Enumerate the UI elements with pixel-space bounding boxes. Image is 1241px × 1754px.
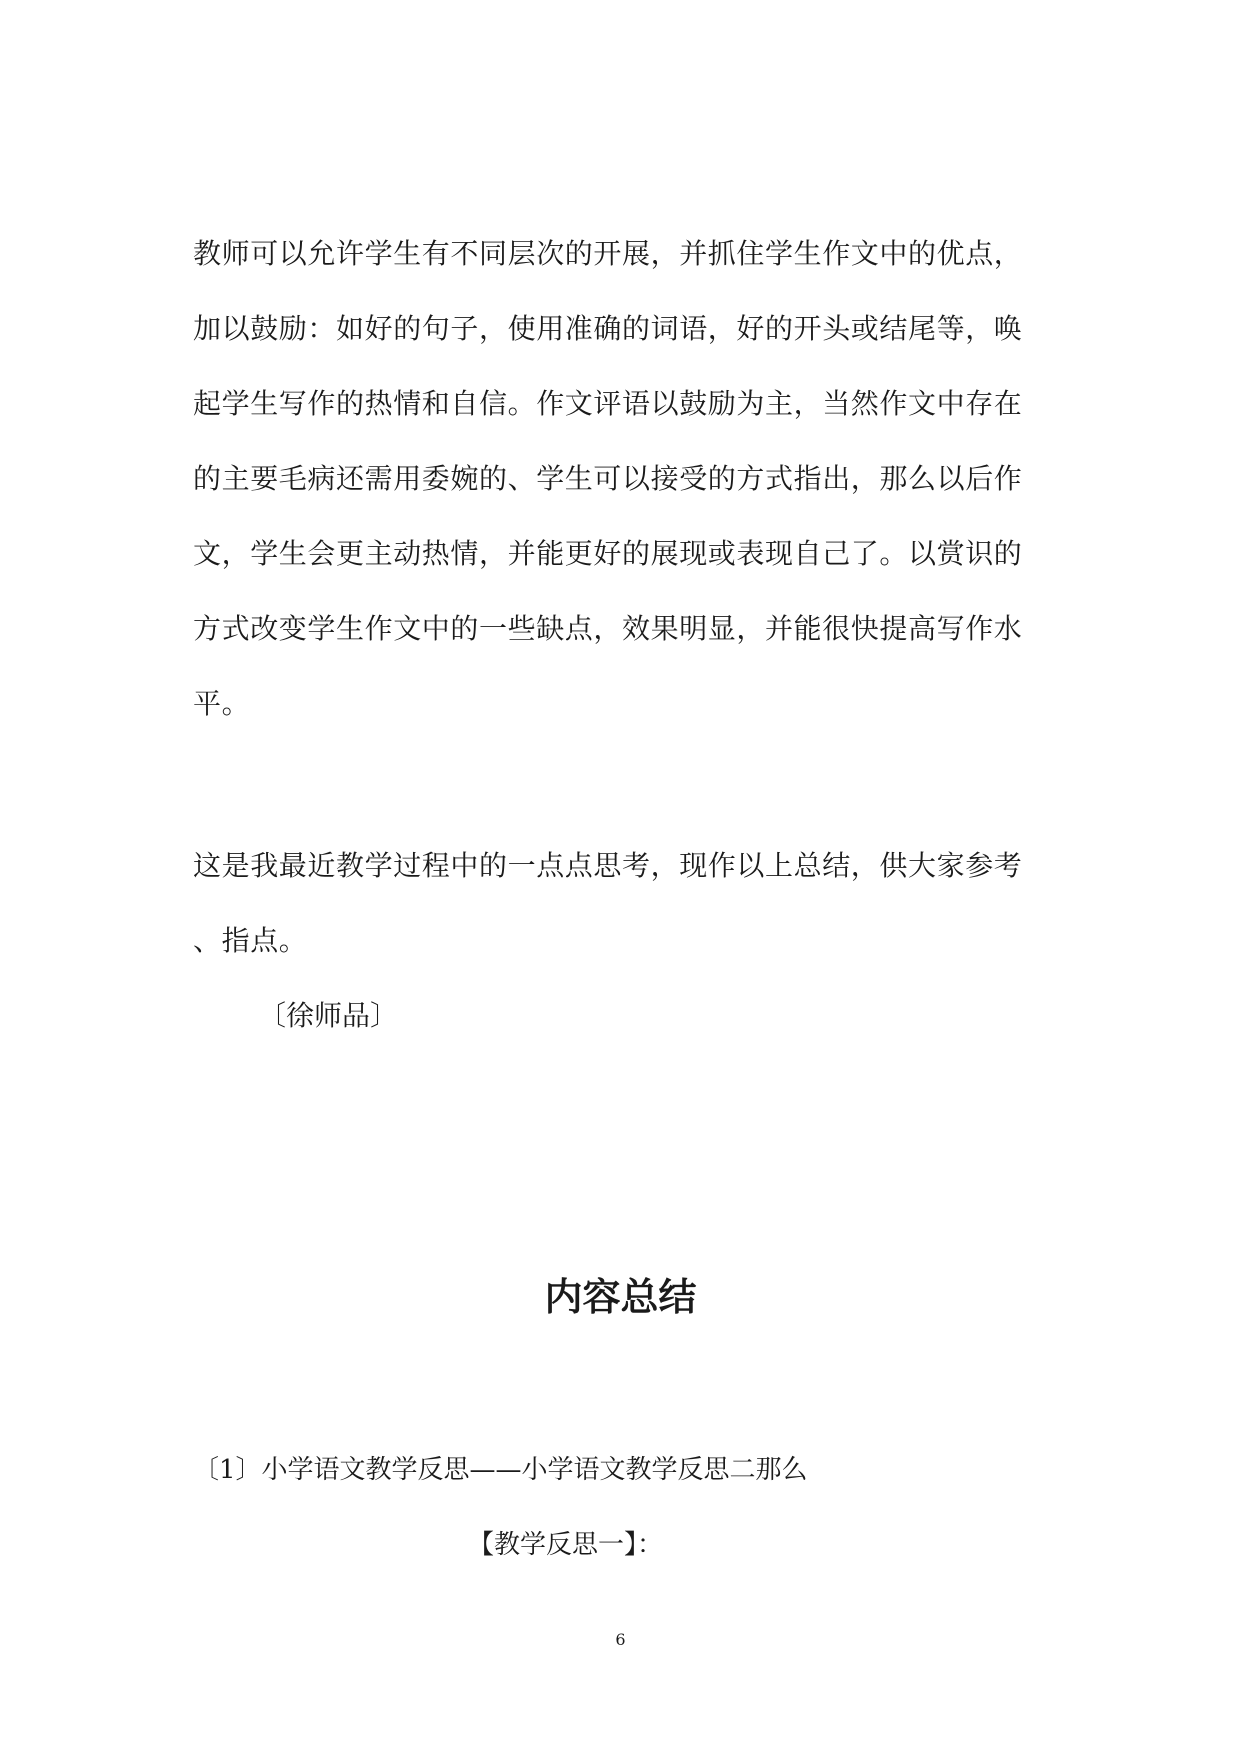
paragraph-line: 这是我最近教学过程中的一点点思考，现作以上总结，供大家参考 — [193, 849, 1023, 882]
paragraph-line: 文，学生会更主动热情，并能更好的展现或表现自己了。以赏识的 — [193, 537, 1023, 570]
summary-item: 〔1〕小学语文教学反思——小学语文教学反思二那么 — [193, 1455, 808, 1485]
paragraph-line: 的主要毛病还需用委婉的、学生可以接受的方式指出，那么以后作 — [193, 462, 1023, 495]
paragraph-line: 方式改变学生作文中的一些缺点，效果明显，并能很快提高写作水 — [193, 612, 1023, 645]
paragraph-line: 教师可以允许学生有不同层次的开展，并抓住学生作文中的优点， — [193, 237, 1023, 270]
paragraph-line: 、指点。 — [193, 924, 308, 957]
section-title: 内容总结 — [544, 1274, 697, 1319]
paragraph-line: 加以鼓励：如好的句子，使用准确的词语，好的开头或结尾等，唤 — [193, 312, 1023, 345]
page-number: 6 — [615, 1630, 626, 1649]
sub-heading: 【教学反思一】： — [468, 1530, 664, 1560]
author-signature: 〔徐师品〕 — [258, 999, 399, 1032]
paragraph-line: 平。 — [193, 687, 251, 720]
paragraph-line: 起学生写作的热情和自信。作文评语以鼓励为主，当然作文中存在 — [193, 387, 1023, 420]
